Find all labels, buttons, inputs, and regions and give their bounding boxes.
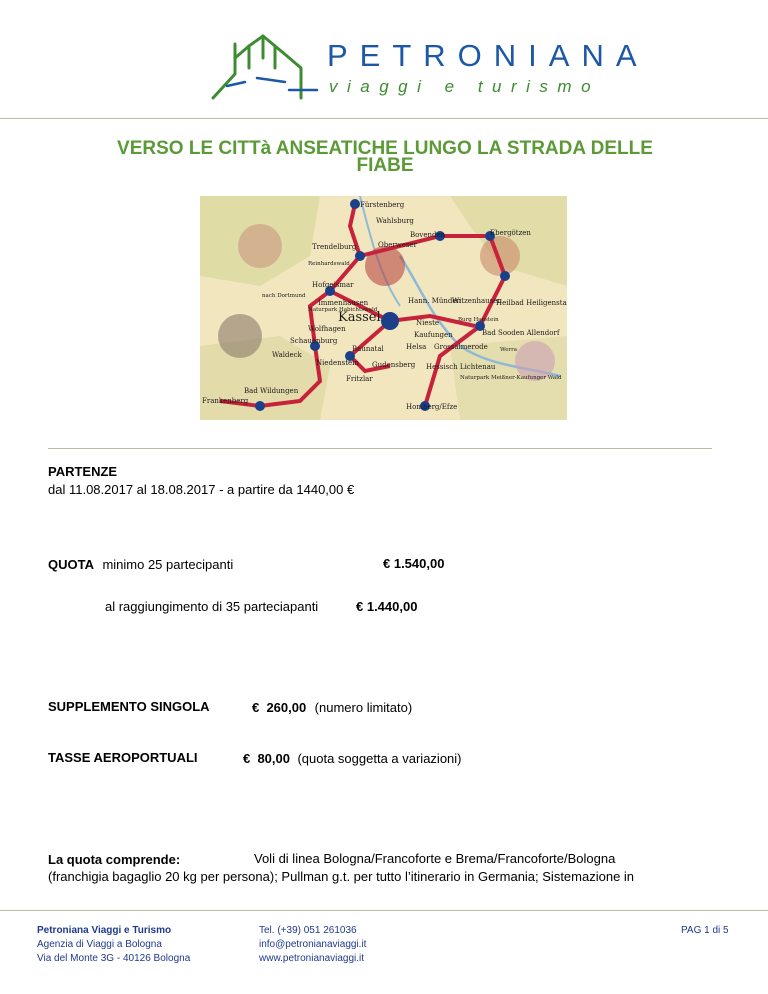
map-place-label: nach Dortmund: [262, 293, 306, 299]
map-place-label: Frankenberg: [202, 397, 249, 405]
departures-label: PARTENZE: [48, 464, 118, 479]
map-place-label: Helsa: [406, 343, 427, 351]
departures-text: dal 11.08.2017 al 18.08.2017 - a partire da 1440,00 €: [48, 482, 355, 497]
map-place-label: Witzenhausen: [452, 297, 502, 305]
map-place-label: Bad Wildungen: [244, 387, 299, 395]
map-place-label: Heilbad Heiligenstadt: [496, 299, 567, 307]
supplement-price-row: [252, 699, 412, 717]
logo-mark-icon: [205, 28, 325, 103]
quota-alt-price: € 1.440,00: [356, 599, 418, 614]
quota-alt-text: al raggiungimento di 35 parteciapanti: [105, 599, 319, 614]
map-place-label: Schauenburg: [290, 337, 338, 345]
map-place-label: Naturpark Meißner-Kaufunger Wald: [460, 375, 562, 381]
includes-text-1: Voli di linea Bologna/Francoforte e Brema/Francoforte/Bologna: [254, 851, 616, 866]
map-place-label: Gudensberg: [372, 361, 416, 369]
map-place-label: Niedenstein: [316, 359, 359, 367]
footer-page-number: PAG 1 di 5: [681, 925, 729, 936]
page-title: VERSO LE CITTà ANSEATICHE LUNGO LA STRADA DELLE FIABE: [117, 138, 653, 176]
map-place-label: Grossalmerode: [434, 343, 488, 351]
map-place-label: Kaufungen: [414, 331, 453, 339]
map-place-label: Reinhardswald: [308, 261, 350, 267]
quota-label: QUOTA: [48, 557, 94, 572]
map-place-label: Trendelburg: [312, 243, 357, 251]
footer-email[interactable]: info@petronianaviaggi.it: [259, 939, 367, 950]
supplement-label: SUPPLEMENTO SINGOLA: [48, 699, 210, 714]
supplement-note: (numero limitato): [314, 700, 413, 715]
footer-desc: Agenzia di Viaggi a Bologna: [37, 939, 162, 950]
map-place-label: Bad Sooden Allendorf: [482, 329, 560, 337]
map-place-label: Ebergötzen: [490, 229, 531, 237]
includes-line-1: [48, 851, 180, 869]
includes-label: La quota comprende:: [48, 852, 181, 867]
map-place-label: Nieste: [416, 319, 440, 327]
includes-text-2: (franchigia bagaglio 20 kg per persona); Pullman g.t. per tutto l’itinerario in Germania; Sistemazione in: [48, 869, 635, 884]
taxes-price-row: [243, 750, 462, 768]
brand-subtitle: viaggi e turismo: [329, 77, 601, 96]
map-place-label: Naturpark Habichtswald: [308, 307, 378, 313]
footer-company: Petroniana Viaggi e Turismo: [37, 925, 172, 936]
knight-illustration-icon: [218, 314, 262, 358]
map-place-label: Bovenden: [410, 231, 446, 239]
map-place-label: Hann. Münden: [408, 297, 462, 305]
footer-web[interactable]: www.petronianaviaggi.it: [259, 953, 365, 964]
map-place-label: Wahlsburg: [376, 217, 414, 225]
map-divider: [48, 448, 712, 449]
map-place-label: Werra: [500, 347, 517, 353]
map-place-label: Immenhausen: [318, 299, 369, 307]
supplement-price: € 260,00: [252, 700, 307, 715]
fairy-illustration-icon: [238, 224, 282, 268]
brand-name: PETRONIANA: [327, 38, 649, 73]
map-place-label: Hofgeismar: [312, 281, 354, 289]
footer-tel: Tel. (+39) 051 261036: [259, 925, 357, 936]
map-place-label: Homberg/Efze: [406, 403, 458, 411]
itinerary-map: [200, 196, 567, 420]
map-place-label: Hessisch Lichtenau: [426, 363, 496, 371]
map-place-label: Baunatal: [352, 345, 384, 353]
quota-min-text: minimo 25 partecipanti: [102, 557, 234, 572]
map-place-label: Oberweser: [378, 241, 417, 249]
footer-company-block: [37, 924, 190, 966]
footer-contact-block: [259, 924, 366, 966]
taxes-price: € 80,00: [243, 751, 290, 766]
map-place-label: Kassel: [338, 310, 381, 325]
map-place-label: Fürstenberg: [360, 201, 405, 209]
header-divider: [0, 118, 768, 119]
footer-address: Via del Monte 3G - 40126 Bologna: [37, 953, 191, 964]
map-place-label: Burg Hanstein: [458, 317, 499, 323]
character-illustration-icon: [480, 236, 520, 276]
quota-min-price: € 1.540,00: [383, 556, 445, 571]
map-place-label: Wolfhagen: [308, 325, 346, 333]
taxes-note: (quota soggetta a variazioni): [297, 751, 462, 766]
taxes-label: TASSE AEROPORTUALI: [48, 750, 198, 765]
map-place-label: Waldeck: [272, 351, 302, 359]
map-place-label: Fritzlar: [346, 375, 373, 383]
quota-row: [48, 556, 233, 574]
footer-divider: [0, 910, 768, 911]
